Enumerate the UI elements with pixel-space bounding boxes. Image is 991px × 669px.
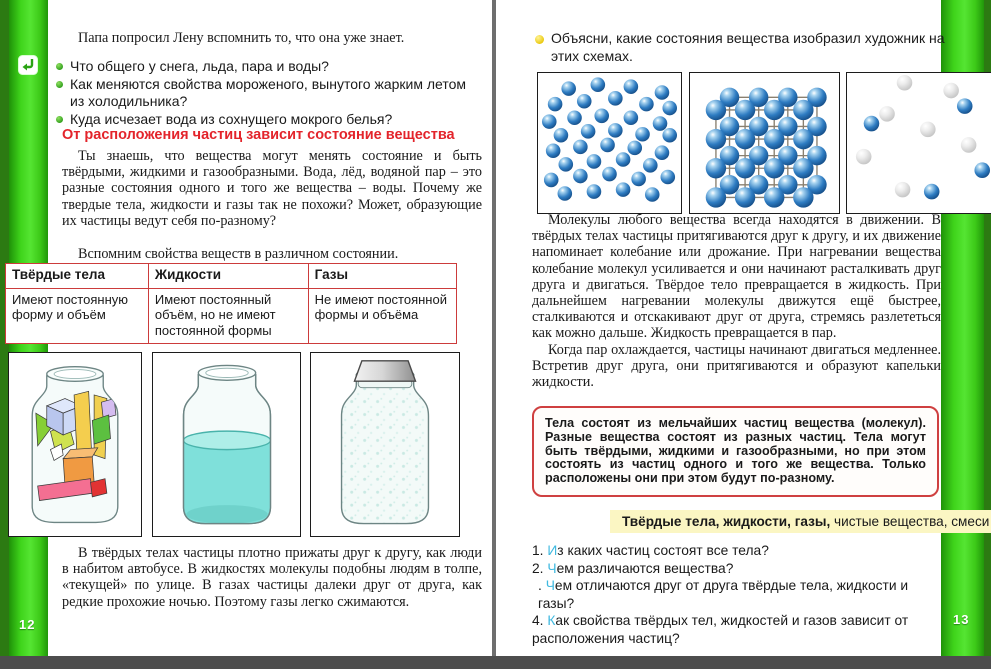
- question-number: 4.: [532, 613, 544, 629]
- body-paragraph-3: В твёрдых телах частицы плотно прижаты друг к другу, как люди в набитом автобусе. В жидкостях молекулы подобны людям в толпе, «текущей» по улице. В газах частицы далеки друг от друга, как редкие прохожие ночью. Поэтому газы легко сжимаются.: [62, 545, 482, 610]
- liquid-particles-diagram: [537, 72, 682, 214]
- solid-jar-illustration: [8, 352, 142, 537]
- states-of-matter-table: [5, 263, 457, 344]
- yellow-bullet-icon: [535, 35, 544, 44]
- section-heading: От расположения частиц зависит состояние вещества: [62, 127, 455, 143]
- table-cell-gases: Не имеют постоянной формы и объёма: [308, 288, 456, 344]
- question-item: [532, 612, 940, 647]
- review-questions: [532, 542, 940, 648]
- molecules-paragraph-2: Когда пар охлаждается, частицы начинают двигаться медленнее. Встретив друг друга, они притягиваются и образуют капельки жидкости.: [532, 341, 941, 391]
- table-header-row: [6, 264, 457, 289]
- question-text: з каких частиц состоят все тела?: [557, 543, 769, 558]
- bullet-question: [56, 111, 482, 129]
- gas-jar-illustration: [310, 352, 460, 537]
- molecules-paragraph-1: Молекулы любого вещества всегда находятся в движении. В твёрдых телах частицы притягиваются друг к другу, и их движение напоминает колебание или дрожание. При нагревании вещества колебание молекул усиливается и они начинают расталкивать друг друга и двигаться. Твёрдое тело превращается в жидкость. При дальнейшем нагревании молекулы движутся ещё быстрее, сталкиваются и отскакивают друг от друга, стремясь разлететься как можно дальше. Жидкость превращается в пар.: [532, 212, 941, 342]
- keywords-band: [610, 510, 991, 533]
- question-text: ем отличаются друг от друга твёрдые тела, жидкости и газы?: [538, 578, 909, 611]
- question-number: 1.: [532, 543, 544, 558]
- body-paragraph-1: Ты знаешь, что вещества могут менять состояние и быть твёрдыми, жидкими и газообразными. Вода, лёд, водяной пар – это разные состояния одного и того же вещества – воды. Почему же твердые тела, жидкости и газы так не похожи? Может, образующие их частицы ведут себя по-разному?: [62, 148, 482, 229]
- body-paragraph-2: Вспомним свойства веществ в различном состоянии.: [78, 246, 399, 262]
- question-initial: Ч: [545, 578, 555, 594]
- question-initial: К: [547, 613, 556, 629]
- green-bullet-icon: [56, 63, 63, 70]
- question-number: .: [538, 578, 542, 594]
- question-initial: Ч: [547, 560, 557, 576]
- molecules-text-block: [532, 212, 941, 390]
- bullet-question-text: Куда исчезает вода из сохнущего мокрого белья?: [70, 110, 393, 127]
- bullet-question: [56, 58, 482, 76]
- bullet-question-text: Как меняются свойства мороженого, вынутого жарким летом из холодильника?: [70, 75, 467, 109]
- key-rule-box: Тела состоят из мельчайших частиц вещества (молекул). Разные вещества состоят из разных частиц. Тела могут быть твёрдыми, жидкими и газообразными, но при этом состоять из частиц одного и того же вещества. Только расположены они при этом будут по-разному.: [532, 406, 939, 497]
- table-header-gases: Газы: [308, 264, 456, 289]
- gas-particles-diagram: [846, 72, 991, 214]
- green-bullet-icon: [56, 81, 63, 88]
- question-item: [532, 560, 940, 578]
- bullet-question-text: Что общего у снега, льда, пара и воды?: [70, 58, 329, 74]
- table-header-solids: Твёрдые тела: [6, 264, 149, 289]
- return-arrow-icon: [17, 54, 39, 76]
- table-header-liquids: Жидкости: [148, 264, 308, 289]
- question-item: [532, 577, 940, 612]
- bottom-edge-strip: [0, 656, 991, 669]
- question-item: [532, 542, 940, 560]
- task-instruction: Объясни, какие состояния вещества изобразил художник на этих схемах.: [551, 30, 945, 64]
- question-number: 2.: [532, 560, 544, 576]
- book-spine: [492, 0, 496, 656]
- bullet-question: [56, 76, 482, 111]
- solid-lattice-diagram: [689, 72, 840, 214]
- keywords-bold: Твёрдые тела, жидкости, газы,: [622, 514, 831, 529]
- intro-paragraph: Папа попросил Лену вспомнить то, что она уже знает.: [78, 30, 405, 46]
- left-page-number: 12: [19, 617, 36, 632]
- question-initial: И: [547, 543, 558, 558]
- table-row: [6, 288, 457, 344]
- table-cell-liquids: Имеют постоянный объём, но не имеют постоянной формы: [148, 288, 308, 344]
- right-page-number: 13: [953, 612, 970, 627]
- liquid-jar-illustration: [152, 352, 301, 537]
- question-text: ак свойства твёрдых тел, жидкостей и газов зависит от расположения частиц?: [532, 613, 909, 646]
- table-cell-solids: Имеют постоянную форму и объём: [6, 288, 149, 344]
- question-text: ем различаются вещества?: [556, 560, 734, 576]
- metal-lid: [354, 360, 415, 380]
- recall-questions: [56, 58, 482, 128]
- green-bullet-icon: [56, 116, 63, 123]
- keywords-regular: чистые вещества, смеси: [830, 514, 990, 529]
